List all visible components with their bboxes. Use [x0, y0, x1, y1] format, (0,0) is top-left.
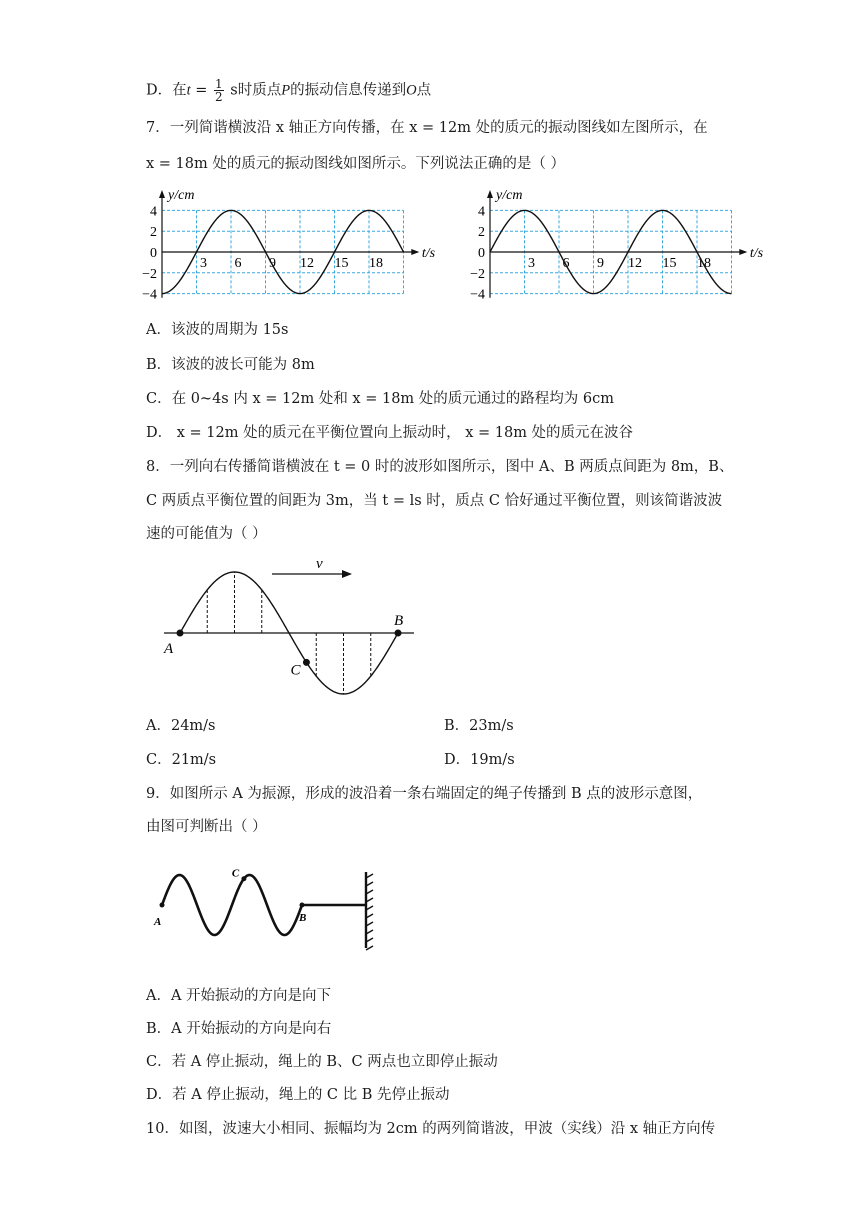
y-tick-label: 2 [478, 225, 485, 241]
q8-option-b: B．23m/s [444, 718, 514, 734]
x-tick-label: 6 [562, 256, 570, 271]
fraction: $\frac{1}{2}$ [215, 77, 223, 104]
x-tick-label: 18 [369, 256, 383, 271]
q9-option-a: A．A 开始振动的方向是向下 [146, 988, 332, 1004]
q8-stem-line3: 速的可能值为（ ） [146, 526, 267, 542]
q8-option-d: D．19m/s [444, 752, 515, 768]
y-tick-label: 0 [478, 246, 485, 261]
q7-graph-left [140, 184, 470, 310]
label-v: v [316, 556, 323, 572]
point-b [300, 903, 305, 908]
y-axis-label: y/cm [496, 188, 523, 203]
label-b: B [394, 613, 404, 629]
x-tick-label: 3 [200, 256, 207, 271]
point-a [177, 630, 184, 637]
q8-option-a: A．24m/s [146, 718, 216, 734]
q7-option-b: B．该波的波长可能为 8m [146, 357, 315, 373]
point-c [303, 659, 310, 666]
x-tick-label: 12 [300, 256, 314, 271]
x-axis-label: t/s [421, 246, 436, 261]
q9-option-d: D．若 A 停止振动，绳上的 C 比 B 先停止振动 [146, 1087, 450, 1103]
q7-option-c: C．在 0~4s 内 x = 12m 处和 x = 18m 处的质元通过的路程均为 6cm [146, 391, 614, 407]
y-tick-label: 2 [150, 225, 157, 241]
label-a: A [164, 641, 174, 657]
q7-option-d: D． x = 12m 处的质元在平衡位置向上振动时， x = 18m 处的质元在波谷 [146, 425, 634, 441]
x-tick-label: 15 [662, 256, 677, 271]
y-axis-arrow [487, 190, 493, 198]
x-tick-label: 3 [528, 256, 535, 271]
label-b: B [299, 912, 307, 924]
q9-stem-line1: 9．如图所示 A 为振源，形成的波沿着一条右端固定的绳子传播到 B 点的波形示意图， [146, 786, 703, 802]
q8-stem-line2: C 两质点平衡位置的间距为 3m，当 t = ls 时，质点 C 恰好通过平衡位置，则该简谐波波 [146, 493, 723, 509]
q8-stem-line1: 8．一列向右传播简谐横波在 t = 0 时的波形如图所示，图中 A、B 两质点间距为 8m，B、 [146, 459, 734, 475]
q8-wave-figure [160, 552, 420, 702]
velocity-arrowhead [342, 570, 352, 578]
q9-rope-figure [150, 862, 390, 954]
y-tick-label: −2 [470, 266, 485, 282]
q6-option-d: D．在t = $\frac{1}{2}$ s时质点P的振动信息传递到O点 [146, 77, 432, 104]
x-tick-label: 6 [234, 256, 242, 271]
x-tick-label: 12 [628, 256, 642, 271]
y-axis-label: y/cm [168, 188, 195, 203]
label-a: A [154, 916, 162, 928]
x-tick-label: 9 [597, 256, 604, 271]
label-c: C [231, 867, 240, 880]
x-axis-arrow [411, 249, 419, 255]
point-a [160, 903, 165, 908]
y-tick-label: 4 [150, 204, 157, 220]
x-axis-arrow [739, 249, 747, 255]
q10-stem-line1: 10．如图，波速大小相同、振幅均为 2cm 的两列简谐波，甲波（实线）沿 x 轴正方向传 [146, 1121, 716, 1137]
y-tick-label: 4 [478, 204, 485, 220]
y-tick-label: −2 [142, 266, 157, 282]
y-axis-arrow [159, 190, 165, 198]
y-tick-label: −4 [470, 287, 485, 303]
q9-option-c: C．若 A 停止振动，绳上的 B、C 两点也立即停止振动 [146, 1054, 498, 1070]
y-tick-label: 0 [150, 246, 157, 261]
q7-option-a: A．该波的周期为 15s [146, 322, 289, 338]
point-b [395, 630, 402, 637]
label-c: C [290, 662, 301, 679]
q7-stem-line1: 7．一列简谐横波沿 x 轴正方向传播，在 x = 12m 处的质元的振动图线如左图所示，在 [146, 120, 708, 136]
x-tick-label: 9 [269, 256, 276, 271]
q7-stem-line2: x = 18m 处的质元的振动图线如图所示。下列说法正确的是（ ） [146, 156, 565, 172]
rope-wave [162, 875, 302, 935]
x-tick-label: 18 [697, 256, 711, 271]
q9-option-b: B．A 开始振动的方向是向右 [146, 1021, 332, 1037]
point-c [241, 876, 246, 881]
y-tick-label: −4 [142, 287, 157, 303]
q9-stem-line2: 由图可判断出（ ） [146, 819, 267, 835]
q7-graph-right [468, 184, 798, 310]
x-tick-label: 15 [334, 256, 349, 271]
q8-option-c: C．21m/s [146, 752, 217, 768]
x-axis-label: t/s [749, 246, 764, 261]
